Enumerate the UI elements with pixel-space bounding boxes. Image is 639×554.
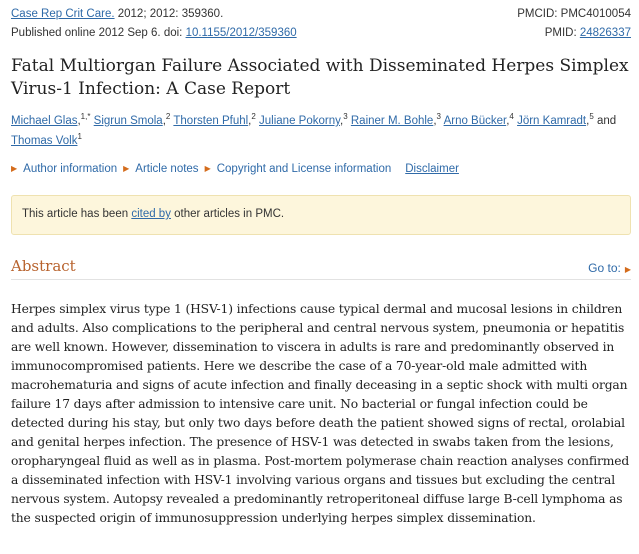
notice-suffix: other articles in PMC.: [170, 208, 285, 220]
author-affiliation: 4: [509, 112, 514, 122]
pmid-prefix: PMID:: [544, 27, 580, 39]
triangle-right-icon: ▶: [624, 265, 631, 274]
article-notes-toggle[interactable]: [123, 161, 198, 177]
article-notes-label: Article notes: [135, 163, 199, 175]
author-affiliation: 5: [589, 112, 594, 122]
author-affiliation: 1,*: [80, 112, 91, 122]
journal-citation-rest: 2012; 2012: 359360.: [114, 8, 224, 20]
author-info-label: Author information: [23, 163, 118, 175]
author-link[interactable]: Thomas Volk: [11, 135, 78, 147]
author-link[interactable]: Juliane Pokorny: [259, 115, 341, 127]
abstract-text: Herpes simplex virus type 1 (HSV-1) infections cause typical dermal and mucosal lesions in children and adults. Also complications to the peripheral and central nervous system, pneumonia or hepatitis are well known. However, dissemination to viscera in adults is rare and predominantly observed in immunocompromised patients. Here we describe the case of a 70-year-old male admitted with macrohematuria and signs of acute infection and finally deceasing in a septic shock with multi organ failure 17 days after admission to intensive care unit. No bacterial or fungal infection could be detected during his stay, but only two days before death the patient showed signs of rectal, orolabial and genital herpes infection. The presence of HSV-1 was detected in swabs taken from the lesions, oropharyngeal fluid as well as in plasma. Post-mortem polymerase chain reaction analyses confirmed a disseminated infection with HSV-1 involving various organs and tissues but excluding the central nervous system. Autopsy revealed a predominantly retroperitoneal diffuse large B-cell lymphoma as the suspected origin of immunosuppression underlying herpes simplex dissemination.: [11, 302, 630, 525]
triangle-right-icon: ▶: [11, 164, 18, 173]
abstract-heading: Abstract: [11, 257, 76, 275]
doi-link[interactable]: 10.1155/2012/359360: [185, 27, 297, 39]
author-link[interactable]: Arno Bücker: [443, 115, 507, 127]
author-affiliation: 1: [77, 132, 82, 142]
article-title: Fatal Multiorgan Failure Associated with Disseminated Herpes Simplex Virus-1 Infection: A Case Report: [11, 56, 629, 99]
pmid-info: [545, 26, 631, 41]
author-link[interactable]: Sigrun Smola: [93, 115, 163, 127]
author-link[interactable]: Jörn Kamradt: [517, 115, 587, 127]
journal-citation: [11, 7, 223, 22]
author-link[interactable]: Michael Glas: [11, 115, 78, 127]
publication-row: [11, 26, 631, 41]
copyright-toggle[interactable]: [205, 161, 392, 177]
published-info: [11, 26, 297, 41]
author-affiliation: 2: [251, 112, 256, 122]
triangle-right-icon: ▶: [204, 164, 211, 173]
goto-menu-button[interactable]: [588, 261, 631, 275]
author-affiliation: 3: [436, 112, 441, 122]
cited-by-notice: [11, 195, 631, 235]
copyright-label: Copyright and License information: [216, 163, 392, 175]
pmid-link[interactable]: 24826337: [579, 27, 631, 39]
pmcid: PMCID: PMC4010054: [517, 8, 631, 20]
cited-by-link[interactable]: cited by: [131, 208, 171, 220]
notice-prefix: This article has been: [22, 208, 132, 220]
abstract-header: [11, 257, 631, 280]
author-link[interactable]: Rainer M. Bohle: [350, 115, 434, 127]
author-list: Michael Glas,$^{1,*}$ Sigrun Smola,$^2$ Thorsten Pfuhl,$^2$ Juliane Pokorny,$^3$ Rainer M. Bohle,$^3$ Arno Bücker,$^4$ Jörn Kamradt,$^5$ and Thomas Volk$^1$: [11, 112, 617, 147]
author-affiliation: 2: [165, 112, 171, 122]
journal-link[interactable]: Case Rep Crit Care.: [11, 8, 115, 20]
citation-row: [11, 0, 631, 22]
goto-label: Go to:: [588, 261, 621, 275]
disclaimer-link[interactable]: Disclaimer: [405, 163, 459, 175]
article-meta-links: [11, 161, 631, 177]
author-link[interactable]: Thorsten Pfuhl: [173, 115, 249, 127]
published-prefix: Published online 2012 Sep 6. doi:: [11, 27, 186, 39]
author-info-toggle[interactable]: [11, 161, 117, 177]
authors-conjunction: and: [596, 115, 617, 127]
triangle-right-icon: ▶: [123, 164, 130, 173]
author-affiliation: 3: [343, 112, 348, 122]
